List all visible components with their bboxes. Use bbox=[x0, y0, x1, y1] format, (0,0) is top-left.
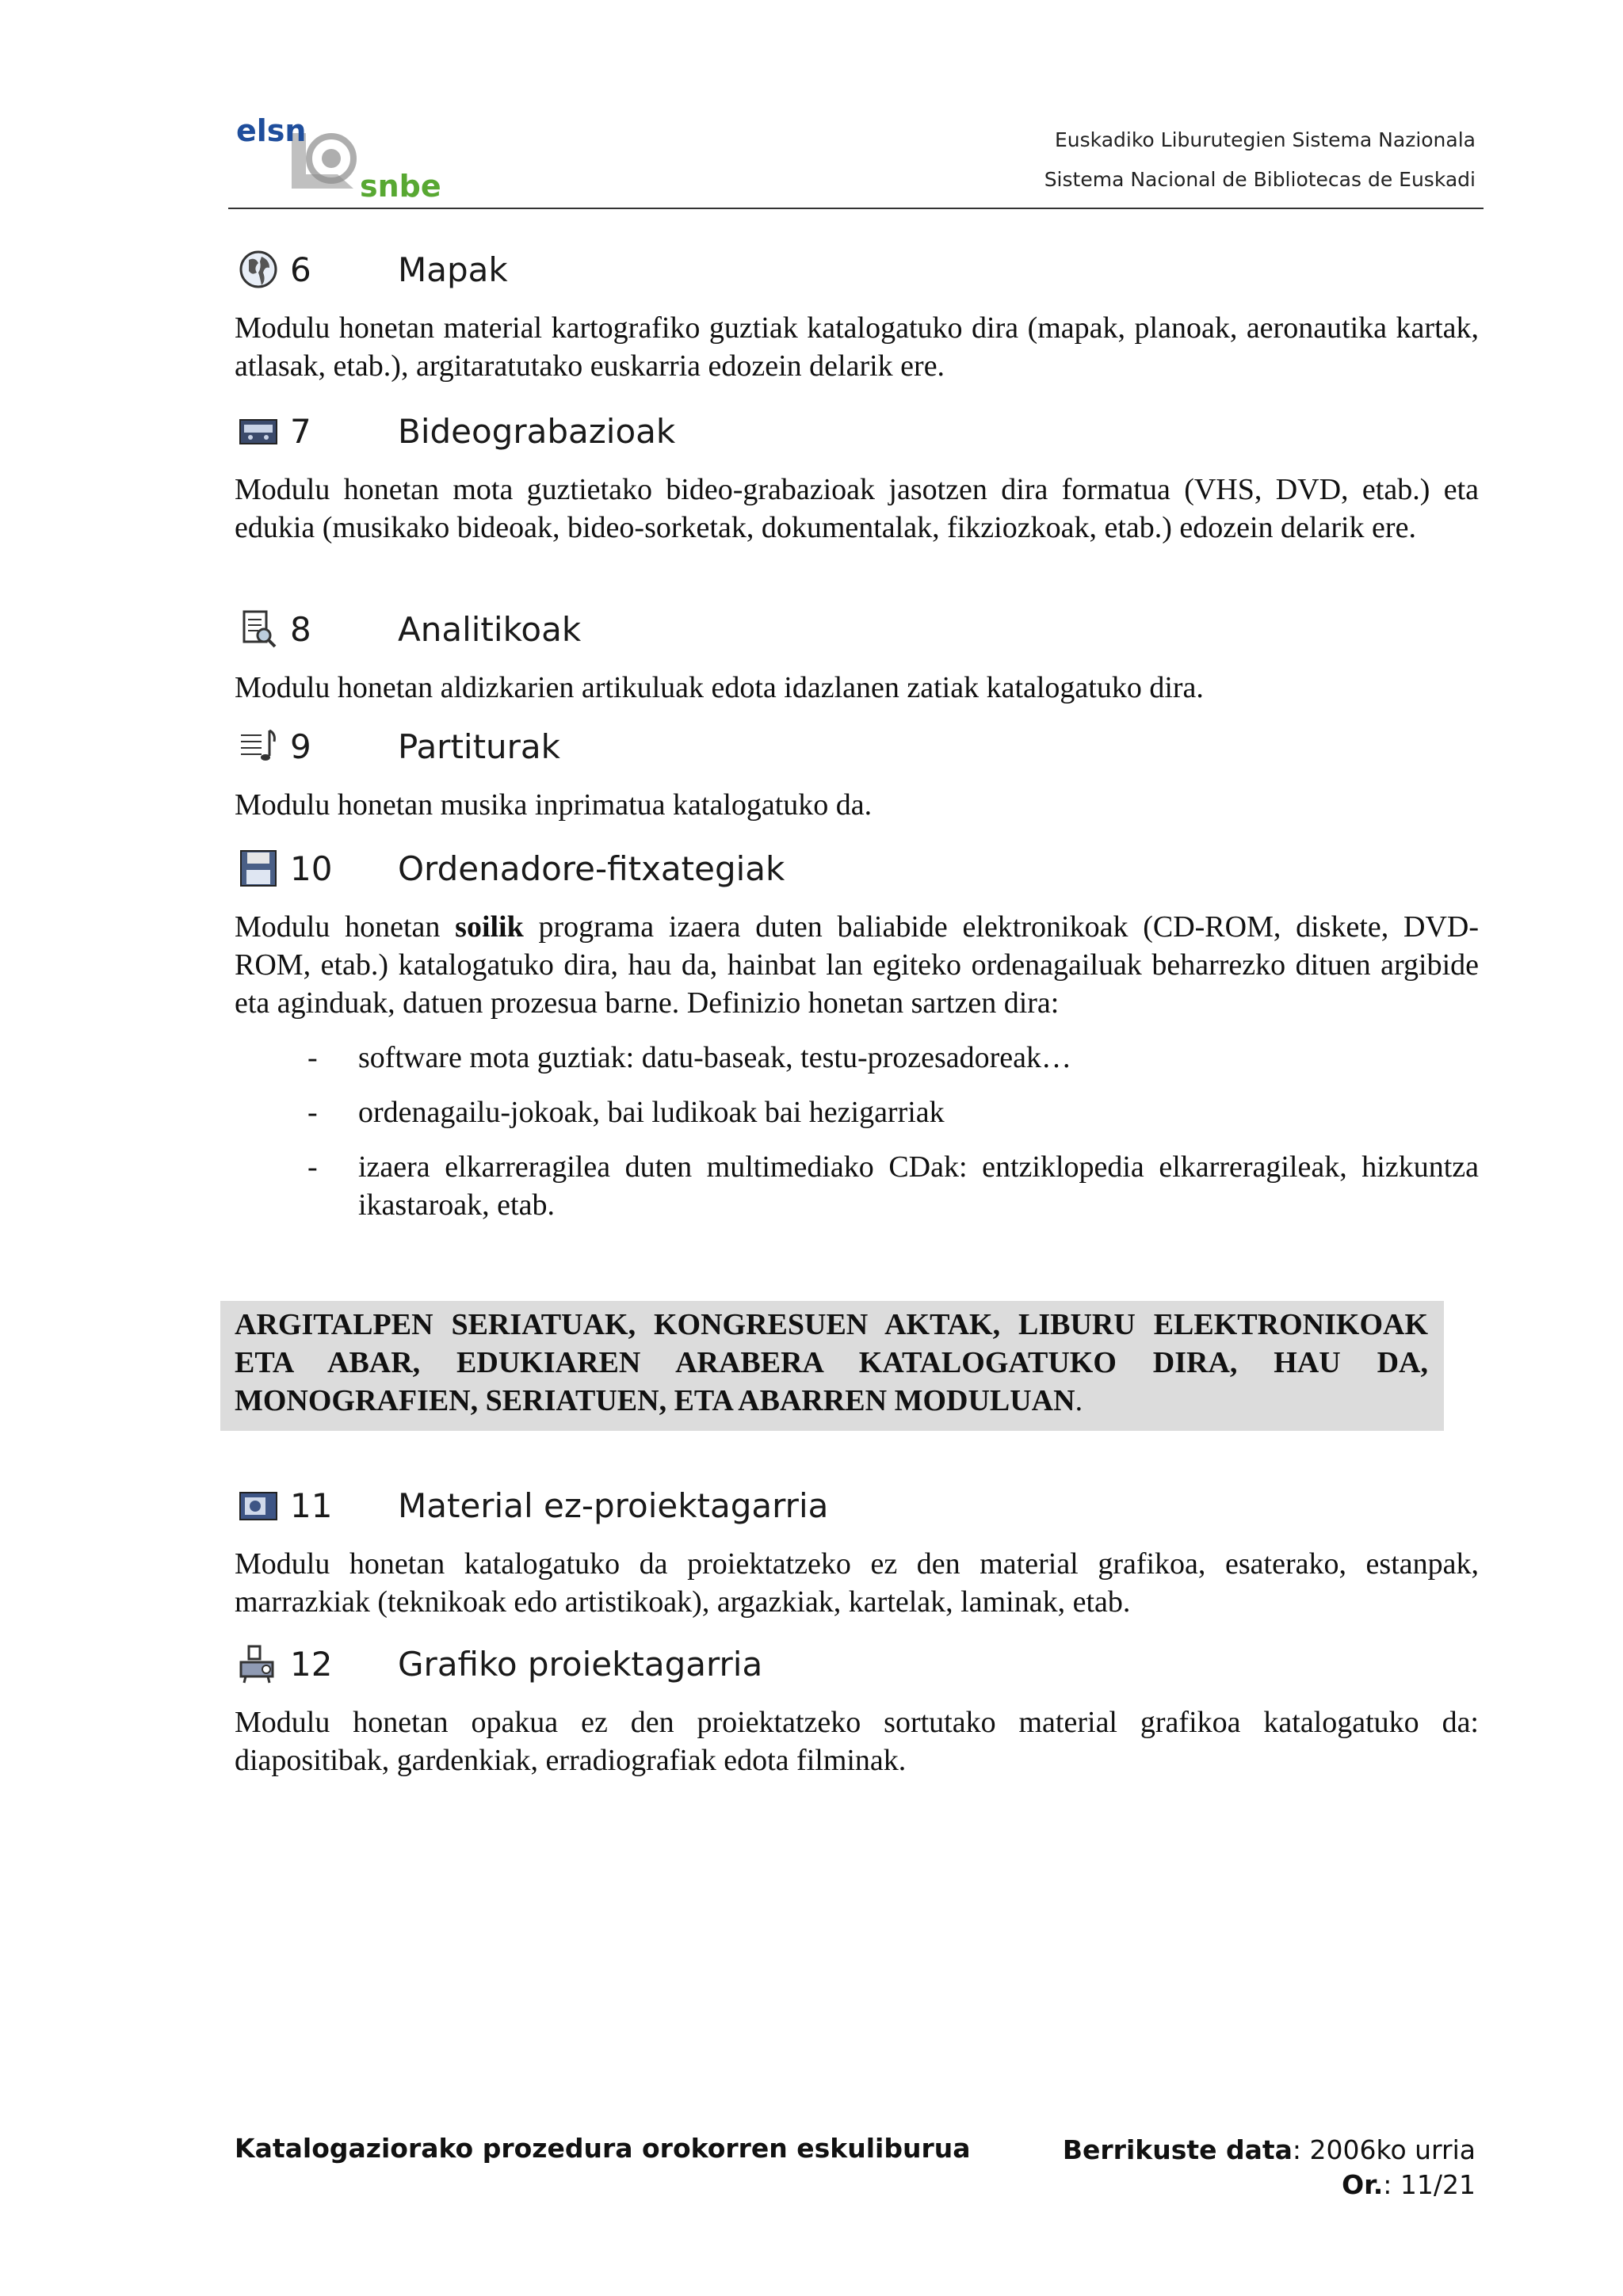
revision-label: Berrikuste data bbox=[1062, 2134, 1293, 2165]
paragraph-material-ez: Modulu honetan katalogatuko da proiektatzeko ez den material grafikoa, esaterako, estanpak, marrazkiak (teknikoak edo artistikoak), argazkiak, kartelak, laminak, etab. bbox=[235, 1547, 1479, 1619]
module-number: 12 bbox=[290, 1644, 333, 1684]
paragraph-text: programa izaera duten baliabide elektronikoak (CD-ROM, diskete, DVD-ROM, etab.) katalogatuko dira, hau da, hainbat lan egiteko ordenagailuak beharrezko dituen argibide eta aginduak, datuen prozesua barne. Definizio honetan sartzen dira: bbox=[235, 910, 1480, 1020]
header-institution bbox=[1044, 120, 1476, 200]
module-number: 9 bbox=[290, 727, 311, 766]
paragraph-ordenadore bbox=[235, 908, 1479, 1022]
logo-bottom-text: snbe bbox=[360, 169, 441, 204]
document-magnifier-icon bbox=[238, 608, 279, 650]
note-text-bold: ARGITALPEN SERIATUAK, KONGRESUEN AKTAK, LIBURU ELEKTRONIKOAK ETA ABAR, EDUKIAREN ARABERA KATALOGATUKO DIRA, HAU DA, MONOGRAFIEN, SERIATUEN, ETA ABARREN MODULUAN bbox=[235, 1308, 1428, 1417]
module-heading-9 bbox=[238, 723, 560, 770]
paragraph-analitikoak: Modulu honetan aldizkarien artikuluak edota idazlanen zatiak katalogatuko dira. bbox=[235, 671, 1204, 704]
module-number: 7 bbox=[290, 411, 311, 451]
list-item bbox=[307, 1093, 1479, 1131]
module-heading-11 bbox=[238, 1482, 828, 1529]
module-title: Bideograbazioak bbox=[398, 411, 676, 451]
module-heading-7 bbox=[238, 407, 675, 455]
projector-icon bbox=[238, 1643, 279, 1684]
paragraph-grafiko: Modulu honetan opakua ez den proiektatzeko sortutako material grafikoa katalogatuko da: diapositibak, gardenkiak, erradiografiak edota filminak. bbox=[235, 1706, 1479, 1777]
page-separator: : bbox=[1383, 2169, 1400, 2200]
header-line-2: Sistema Nacional de Bibliotecas de Euskadi bbox=[1044, 168, 1476, 191]
list-dash: - bbox=[307, 1096, 318, 1129]
emphasis-soilik: soilik bbox=[455, 910, 524, 944]
module-title: Analitikoak bbox=[398, 609, 582, 649]
logo-top-text: elsn bbox=[236, 113, 307, 148]
footer-meta bbox=[1063, 2133, 1476, 2203]
list-item-text: izaera elkarreragilea duten multimediako CDak: entziklopedia elkarreragileak, hizkuntza ikastaroak, etab. bbox=[358, 1150, 1479, 1222]
module-title: Mapak bbox=[398, 250, 508, 289]
paragraph-mapak: Modulu honetan material kartografiko guztiak katalogatuko dira (mapak, planoak, aeronautika kartak, atlasak, etab.), argitaratutako euskarria edozein delarik ere. bbox=[235, 311, 1479, 383]
note-box bbox=[220, 1301, 1444, 1431]
header-divider bbox=[228, 208, 1484, 209]
module-number: 11 bbox=[290, 1486, 333, 1525]
graphic-folder-icon bbox=[238, 1485, 279, 1526]
music-score-icon bbox=[238, 726, 279, 767]
revision-separator: : bbox=[1292, 2134, 1310, 2165]
page-label: Or. bbox=[1342, 2169, 1384, 2200]
list-item bbox=[307, 1039, 1479, 1077]
videotape-icon bbox=[238, 410, 279, 452]
module-title: Partiturak bbox=[398, 727, 560, 766]
module-title: Ordenadore-fitxategiak bbox=[398, 849, 785, 888]
revision-value: 2006ko urria bbox=[1309, 2134, 1476, 2165]
footer-page bbox=[1063, 2168, 1476, 2203]
module-number: 10 bbox=[290, 849, 333, 888]
module-heading-12 bbox=[238, 1640, 762, 1688]
globe-icon bbox=[238, 249, 279, 290]
paragraph-text: Modulu honetan bbox=[235, 910, 456, 944]
list-item-text: ordenagailu-jokoak, bai ludikoak bai hezigarriak bbox=[358, 1096, 945, 1129]
note-text bbox=[235, 1306, 1428, 1420]
module-heading-6 bbox=[238, 246, 508, 293]
footer-revision bbox=[1063, 2133, 1476, 2168]
list-item bbox=[307, 1148, 1479, 1224]
module-number: 6 bbox=[290, 250, 311, 289]
paragraph-partiturak: Modulu honetan musika inprimatua katalogatuko da. bbox=[235, 788, 873, 822]
list-item-text: software mota guztiak: datu-baseak, testu-prozesadoreak… bbox=[358, 1041, 1072, 1074]
list-dash: - bbox=[307, 1041, 318, 1074]
floppy-disk-icon bbox=[238, 848, 279, 889]
header-line-1: Euskadiko Liburutegien Sistema Nazionala bbox=[1054, 128, 1476, 151]
note-period: . bbox=[1075, 1384, 1083, 1417]
footer-document-title: Katalogaziorako prozedura orokorren eskuliburua bbox=[235, 2133, 971, 2164]
module-title: Material ez-proiektagarria bbox=[398, 1486, 829, 1525]
elsn-snbe-logo bbox=[235, 109, 441, 204]
module-number: 8 bbox=[290, 609, 311, 649]
module-title: Grafiko proiektagarria bbox=[398, 1644, 763, 1684]
page-value: 11/21 bbox=[1400, 2169, 1476, 2200]
list-dash: - bbox=[307, 1150, 318, 1184]
module-heading-8 bbox=[238, 605, 581, 653]
module-heading-10 bbox=[238, 845, 785, 892]
paragraph-bideograbazioak: Modulu honetan mota guztietako bideo-grabazioak jasotzen dira formatua (VHS, DVD, etab.) eta edukia (musikako bideoak, bideo-sorketak, dokumentalak, fikziozkoak, etab.) edozein delarik ere. bbox=[235, 473, 1479, 544]
